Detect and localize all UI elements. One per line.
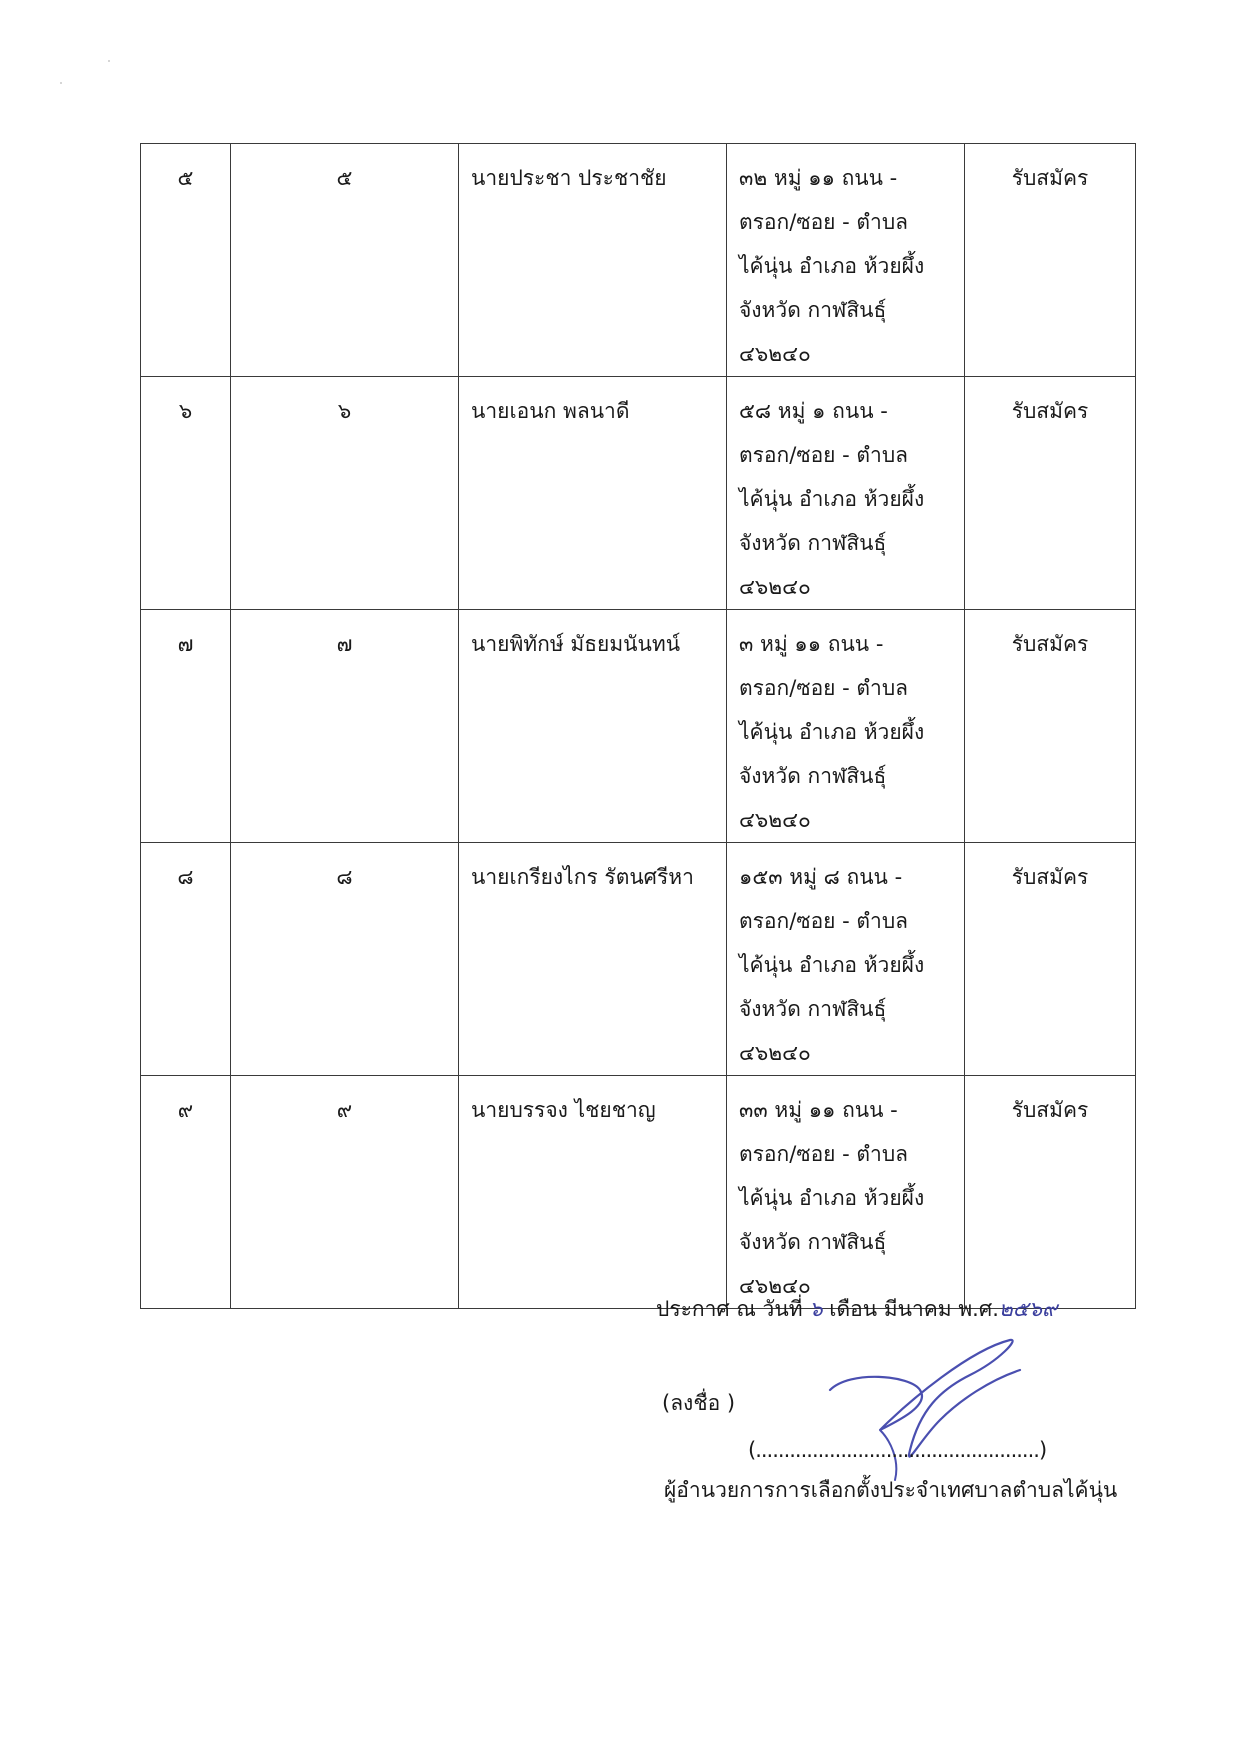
address-line: ๑๕๓ หมู่ ๘ ถนน - [739,865,903,889]
address-line: ตรอก/ซอย - ตำบล [739,1142,909,1166]
address-cell [727,843,965,1076]
seq-cell: ๕ [141,144,231,377]
address-line: ๓ หมู่ ๑๑ ถนน - [739,632,884,656]
address-line: จังหวัด กาฬสินธุ์ [739,531,887,555]
address-cell [727,1076,965,1309]
table-row [141,843,1136,1076]
address-line: ไค้นุ่น อำเภอ ห้วยผึ้ง [739,1186,925,1210]
candidate-number-cell: ๖ [231,377,459,610]
address-line: ไค้นุ่น อำเภอ ห้วยผึ้ง [739,254,925,278]
address-line: ๔๖๒๔๐ [739,1274,811,1298]
candidate-number-cell: ๙ [231,1076,459,1309]
candidate-number-cell: ๕ [231,144,459,377]
announcement-prefix: ประกาศ ณ วันที่ [656,1297,803,1321]
signature-name-line: (..................................................) [748,1438,1047,1462]
address-line: ๔๖๒๔๐ [739,808,811,832]
announcement-month: มีนาคม [883,1297,952,1321]
table-row [141,610,1136,843]
seq-cell: ๘ [141,843,231,1076]
candidate-name-cell: นายประชา ประชาชัย [459,144,727,377]
address-line: ๔๖๒๔๐ [739,575,811,599]
address-line: จังหวัด กาฬสินธุ์ [739,997,887,1021]
candidate-number-cell: ๗ [231,610,459,843]
table-row [141,377,1136,610]
announcement-day: ๖ [809,1297,823,1321]
announcement-date [656,1294,1057,1324]
seq-cell: ๗ [141,610,231,843]
status-cell: รับสมัคร [965,1076,1136,1309]
address-line: ตรอก/ซอย - ตำบล [739,909,909,933]
address-line: ๓๓ หมู่ ๑๑ ถนน - [739,1098,898,1122]
status-cell: รับสมัคร [965,843,1136,1076]
status-cell: รับสมัคร [965,377,1136,610]
candidate-table [140,143,1136,1309]
candidate-name-cell: นายเอนก พลนาดี [459,377,727,610]
address-cell [727,610,965,843]
candidate-number-cell: ๘ [231,843,459,1076]
announcement-month-label: เดือน [829,1297,878,1321]
status-cell: รับสมัคร [965,610,1136,843]
address-line: ตรอก/ซอย - ตำบล [739,676,909,700]
address-line: ๕๘ หมู่ ๑ ถนน - [739,399,888,423]
signature-label: (ลงชื่อ ) [662,1391,736,1415]
address-line: ๓๒ หมู่ ๑๑ ถนน - [739,166,898,190]
status-cell: รับสมัคร [965,144,1136,377]
seq-cell: ๖ [141,377,231,610]
address-line: ตรอก/ซอย - ตำบล [739,443,909,467]
address-line: ๔๖๒๔๐ [739,1041,811,1065]
announcement-year: ๒๕๖๙ [998,1297,1058,1321]
seq-cell: ๙ [141,1076,231,1309]
address-line: ไค้นุ่น อำเภอ ห้วยผึ้ง [739,953,925,977]
scan-speck [60,82,62,84]
address-line: ตรอก/ซอย - ตำบล [739,210,909,234]
address-line: จังหวัด กาฬสินธุ์ [739,764,887,788]
scan-speck [108,60,110,62]
candidate-name-cell: นายบรรจง ไชยชาญ [459,1076,727,1309]
signature-title: ผู้อำนวยการการเลือกตั้งประจำเทศบาลตำบลไค้นุ่น [664,1478,1118,1502]
address-line: ๔๖๒๔๐ [739,342,811,366]
candidate-name-cell: นายพิทักษ์ มัธยมนันทน์ [459,610,727,843]
address-line: จังหวัด กาฬสินธุ์ [739,298,887,322]
announcement-year-label: พ.ศ. [958,1297,999,1321]
address-line: ไค้นุ่น อำเภอ ห้วยผึ้ง [739,487,925,511]
table-row [141,1076,1136,1309]
candidate-name-cell: นายเกรียงไกร รัตนศรีหา [459,843,727,1076]
address-line: ไค้นุ่น อำเภอ ห้วยผึ้ง [739,720,925,744]
address-cell [727,377,965,610]
address-line: จังหวัด กาฬสินธุ์ [739,1230,887,1254]
address-cell [727,144,965,377]
table-row [141,144,1136,377]
